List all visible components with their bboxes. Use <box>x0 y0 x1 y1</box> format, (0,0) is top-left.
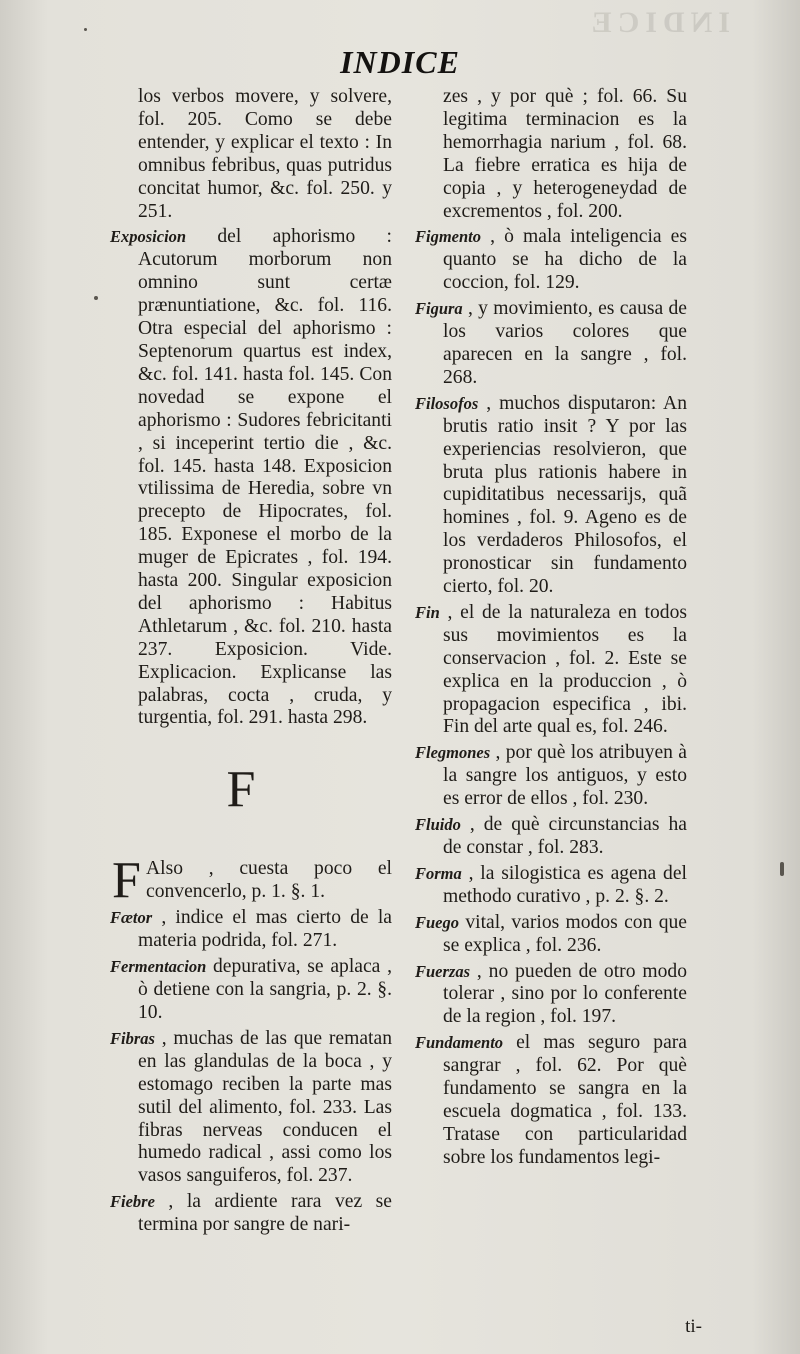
entry-text: , el de la naturaleza en todos sus movimientos es la conservacion , fol. 2. Este se explica en la produccion , ò propagacion especifica , ibi. Fin del arte qual es, fol. 246. <box>439 601 687 738</box>
entry-text: , por què los atribuyen à la sangre los antiguos, y esto es error de ellos , fol. 230. <box>443 742 687 810</box>
entry-text: los verbos movere, y solvere, fol. 205. Como se debe entender, y explicar el texto : In omnibus febribus, quas putridus concitat humor, &c. fol. 250. y 251. <box>138 86 392 222</box>
entry-headword: Figura <box>415 299 463 319</box>
index-entry <box>415 814 687 860</box>
bleed-through-text: INDICE <box>585 6 730 39</box>
entry-headword: Fætor <box>110 908 153 928</box>
entry-text: del aphorismo : Acutorum morborum non omnino sunt certæ prænuntiatione, &c. fol. 116. Otra especial del aphorismo : Septenorum quartus est index, &c. fol. 141. hasta fol. 145. Con novedad se expone el aphorismo : Sudores febricitanti , si inceperint tertio die , &c. fol. 145. hasta 148. Exposicion vtilissima de Heredia, sobre vn precepto de Hipocrates, fol. 185. Exponese el morbo de la muger de Epicrates , fol. 194. hasta 200. Singular exposicion del aphorismo : Habitus Athletarum , &c. fol. 210. hasta 237. Exposicion. Vide. Explicacion. Explicanse las palabras, cocta , cruda, y turgentia, fol. 291. hasta 298. <box>138 226 392 729</box>
page-header: INDICE <box>340 44 460 80</box>
index-entry <box>415 742 687 811</box>
entry-text: , indice el mas cierto de la materia podrida, fol. 271. <box>138 907 392 952</box>
entry-headword: Exposicion <box>110 227 187 247</box>
index-entry <box>415 912 687 958</box>
entry-text: , muchas de las que rematan en las glandulas de la boca , y estomago reciben la parte mas sutil del alimento, fol. 233. Las fibras nerveas conducen el humedo radical , assi como los vasos sanguiferos, fol. 237. <box>138 1027 392 1187</box>
entry-text: depurativa, se aplaca , ò detiene con la sangria, p. 2. §. 10. <box>138 956 392 1023</box>
paper-speck <box>780 862 784 876</box>
entry-headword: Fibras <box>110 1028 155 1048</box>
index-entry <box>110 907 392 953</box>
right-column <box>415 86 687 1173</box>
index-entry <box>415 863 687 909</box>
entry-headword: Flegmones <box>415 743 491 763</box>
entry-headword: Fiebre <box>110 1192 155 1212</box>
entry-headword: Fuerzas <box>415 961 471 981</box>
entry-text: , no pueden de otro modo tolerar , sino por lo conferente de la region , fol. 197. <box>443 960 687 1028</box>
entry-headword: Fluido <box>415 815 461 835</box>
entry-text: , la silogistica es agena del methodo curativo , p. 2. §. 2. <box>443 862 687 907</box>
left-column <box>110 86 392 1240</box>
drop-cap: F <box>112 852 141 910</box>
index-entry <box>415 602 687 739</box>
entry-headword: Fin <box>415 602 440 622</box>
index-entry <box>110 1191 392 1237</box>
catchword: ti- <box>685 1316 702 1337</box>
index-entry <box>110 852 392 910</box>
index-entry <box>110 86 392 223</box>
entry-text: , muchos disputaron: An brutis ratio insit ? Y por las experiencias resolvieron, que bruta plus rationis habere in cupiditatibus necessarijs, quã homines , fol. 9. Ageno es de los verdaderos Philosofos, el pronosticar sin fundamento cierto, fol. 20. <box>443 392 687 598</box>
index-entry <box>415 1032 687 1169</box>
entry-text: , y movimiento, es causa de los varios colores que aparecen en la sangre , fol. 268. <box>443 298 687 388</box>
entry-text: zes , y por què ; fol. 66. Su legitima terminacion es la hemorrhagia narium , fol. 68. La fiebre erratica es hija de copia , y heterogeneydad de excrementos , fol. 200. <box>443 86 687 222</box>
index-entry <box>110 956 392 1025</box>
entry-headword: Figmento <box>415 227 482 247</box>
index-entry <box>110 226 392 730</box>
entry-text: , de què circunstancias ha de constar , fol. 283. <box>443 814 687 858</box>
paper-speck <box>84 28 87 31</box>
entry-text: Also , cuesta poco el convencerlo, p. 1. §. 1. <box>146 858 392 903</box>
index-entry <box>415 298 687 390</box>
entry-headword: Forma <box>415 863 462 883</box>
index-entry <box>415 226 687 295</box>
index-entry <box>415 961 687 1030</box>
section-letter: F <box>226 761 256 819</box>
entry-headword: Filosofos <box>415 393 479 413</box>
entry-text: vital, varios modos con que se explica , fol. 236. <box>443 911 687 956</box>
index-entry <box>415 86 687 223</box>
entry-text: el mas seguro para sangrar , fol. 62. Por què fundamento se sangra en la escuela dogmatica , fol. 133. Tratase con particularidad sobre los fundamentos legi- <box>443 1032 687 1168</box>
index-entry <box>110 1028 392 1188</box>
paper-speck <box>94 296 98 300</box>
entry-text: , la ardiente rara vez se termina por sangre de nari- <box>138 1191 392 1236</box>
entry-headword: Fuego <box>415 912 460 932</box>
index-entry <box>415 393 687 599</box>
entry-headword: Fundamento <box>415 1033 504 1053</box>
entry-text: , ò mala inteligencia es quanto se ha dicho de la coccion, fol. 129. <box>443 226 687 294</box>
entry-headword: Fermentacion <box>110 957 207 977</box>
